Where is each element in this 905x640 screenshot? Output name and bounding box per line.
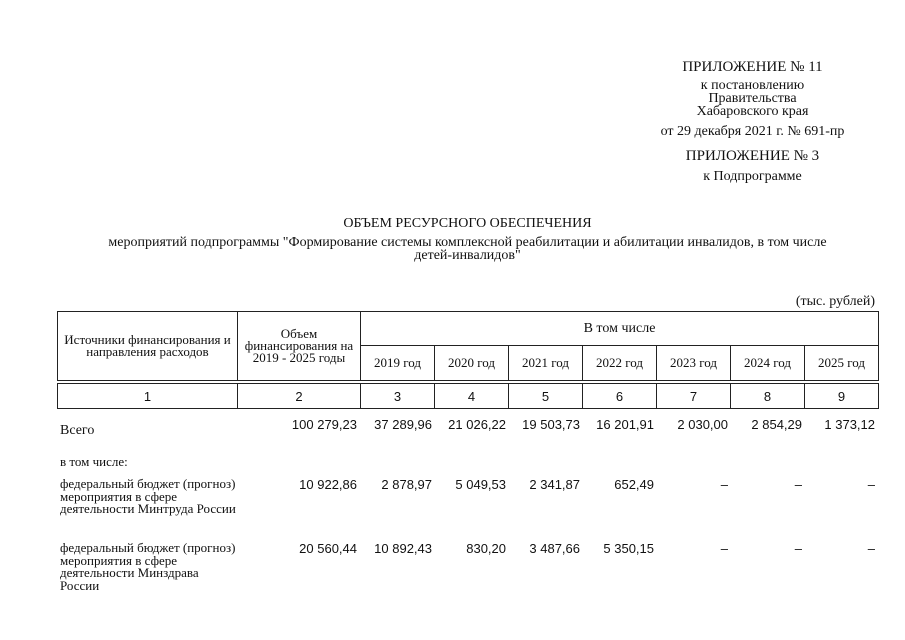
- title-line-2: детей-инвалидов": [414, 248, 521, 263]
- row-total-value: 37 289,96: [374, 417, 432, 432]
- col-header-year: 2021 год: [509, 346, 583, 381]
- row-minzdrav-value: 20 560,44: [299, 541, 357, 556]
- title-line-1: мероприятий подпрограммы "Формирование системы комплексной реабилитации и абилитации инвалидов, в том числе: [108, 235, 827, 250]
- col-number: 7: [657, 384, 731, 409]
- col-number: 8: [731, 384, 805, 409]
- to-resolution: к постановлению: [700, 78, 805, 93]
- col-number: 4: [435, 384, 509, 409]
- row-minzdrav-value: 5 350,15: [603, 541, 654, 556]
- row-mintrud-value: –: [794, 477, 802, 492]
- row-mintrud-label: федеральный бюджет (прогноз) мероприятия в сфере деятельности Минтруда России: [60, 476, 236, 516]
- row-minzdrav-value: –: [794, 541, 802, 556]
- appendix-title: ПРИЛОЖЕНИЕ № 11: [682, 59, 823, 75]
- col-number: 3: [361, 384, 435, 409]
- row-total-value: 100 279,23: [291, 417, 357, 432]
- col-number: 9: [805, 384, 879, 409]
- row-total-value: 2 030,00: [677, 417, 728, 432]
- row-total-label: Всего: [60, 423, 95, 438]
- date-number: от 29 декабря 2021 г. № 691-пр: [660, 124, 845, 139]
- col-header-sources: Источники финансирования и направления расходов: [58, 312, 238, 381]
- row-mintrud-value: 5 049,53: [455, 477, 506, 492]
- to-subprogram: к Подпрограмме: [703, 169, 802, 184]
- row-mintrud-value: 2 341,87: [529, 477, 580, 492]
- col-header-year: 2024 год: [731, 346, 805, 381]
- row-mintrud-value: –: [720, 477, 728, 492]
- col-header-including: В том числе: [361, 312, 879, 346]
- col-header-year: 2020 год: [435, 346, 509, 381]
- col-number: 5: [509, 384, 583, 409]
- row-minzdrav-value: –: [720, 541, 728, 556]
- row-mintrud-value: 2 878,97: [381, 477, 432, 492]
- region: Хабаровского края: [696, 104, 809, 119]
- row-minzdrav-value: 3 487,66: [529, 541, 580, 556]
- col-number: 2: [238, 384, 361, 409]
- col-header-year: 2022 год: [583, 346, 657, 381]
- row-minzdrav-value: 830,20: [466, 541, 506, 556]
- including-label: в том числе:: [60, 454, 128, 469]
- units-label: (тыс. рублей): [795, 294, 875, 309]
- row-minzdrav-value: 10 892,43: [374, 541, 432, 556]
- row-total-value: 1 373,12: [824, 417, 875, 432]
- row-total-value: 19 503,73: [522, 417, 580, 432]
- col-header-year: 2023 год: [657, 346, 731, 381]
- row-minzdrav-label: федеральный бюджет (прогноз) мероприятия в сфере деятельности Минздрава России: [60, 540, 236, 593]
- row-mintrud-value: 652,49: [614, 477, 654, 492]
- col-header-year: 2019 год: [361, 346, 435, 381]
- row-total-value: 16 201,91: [596, 417, 654, 432]
- col-number: 6: [583, 384, 657, 409]
- row-minzdrav-value: –: [867, 541, 875, 556]
- header-table: [57, 311, 879, 409]
- appendix-sub: ПРИЛОЖЕНИЕ № 3: [685, 148, 820, 164]
- col-number: 1: [58, 384, 238, 409]
- col-header-total: Объем финансирования на 2019 - 2025 годы: [238, 312, 361, 381]
- government: Правительства: [708, 91, 797, 106]
- document-title: ОБЪЕМ РЕСУРСНОГО ОБЕСПЕЧЕНИЯ: [343, 216, 592, 231]
- row-mintrud-value: 10 922,86: [299, 477, 357, 492]
- col-header-year: 2025 год: [805, 346, 879, 381]
- row-total-value: 21 026,22: [448, 417, 506, 432]
- row-total-value: 2 854,29: [751, 417, 802, 432]
- row-mintrud-value: –: [867, 477, 875, 492]
